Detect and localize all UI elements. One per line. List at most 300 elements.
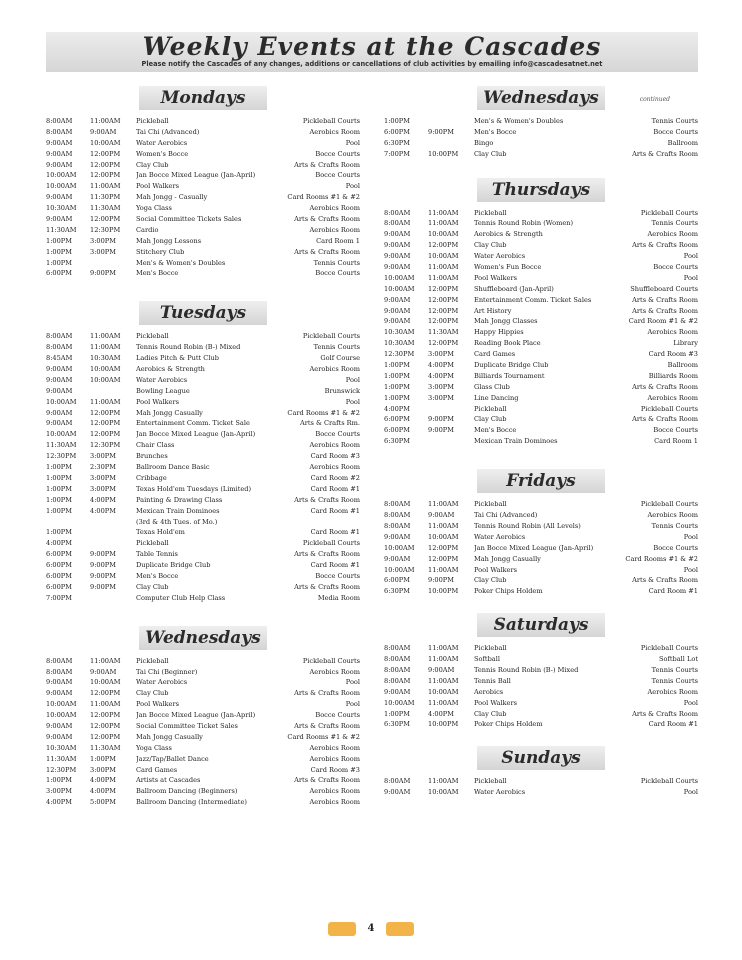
event-end-time: 4:00PM: [90, 787, 116, 796]
event-row: [384, 273, 698, 284]
event-location: Arts & Crafts Room: [632, 149, 698, 158]
event-end-time: 12:00PM: [428, 317, 459, 326]
event-row: [46, 517, 360, 528]
event-end-time: 11:30AM: [428, 328, 459, 337]
event-location: Arts & Crafts Room: [294, 247, 360, 256]
event-end-time: 11:30AM: [90, 743, 121, 752]
event-end-time: 4:00PM: [90, 776, 116, 785]
event-row: [384, 654, 698, 665]
event-start-time: 9:00AM: [46, 149, 73, 158]
event-name: Aerobics: [474, 687, 504, 696]
event-start-time: 8:00AM: [384, 521, 411, 530]
event-row: [46, 149, 360, 160]
event-start-time: 8:00AM: [384, 655, 411, 664]
event-location: Card Rooms #1 & #2: [287, 408, 360, 417]
event-start-time: 11:30AM: [46, 754, 77, 763]
event-start-time: 9:00AM: [384, 252, 411, 261]
event-start-time: 12:30PM: [46, 765, 77, 774]
event-row: [46, 484, 360, 495]
event-start-time: 6:00PM: [384, 576, 410, 585]
event-name: Pickleball: [136, 117, 169, 125]
event-row: [46, 203, 360, 214]
event-location: Pickleball Courts: [302, 117, 360, 125]
event-name: Mah Jongg - Casually: [136, 193, 208, 202]
event-end-time: 9:00PM: [90, 550, 116, 559]
event-location: Tennis Courts: [651, 676, 698, 685]
event-row: [46, 754, 360, 765]
event-name: Women's Fun Bocce: [474, 263, 542, 272]
event-name: Duplicate Bridge Club: [474, 361, 549, 370]
event-row: [46, 331, 360, 342]
event-name: Pickleball: [474, 644, 507, 653]
event-row: [46, 656, 360, 667]
event-end-time: 5:00PM: [90, 798, 116, 807]
event-row: [46, 258, 360, 269]
event-end-time: 10:00AM: [428, 788, 459, 797]
event-start-time: 9:00AM: [384, 295, 411, 304]
event-location: Pool: [683, 565, 698, 574]
event-name: Men's Bocce: [474, 426, 517, 435]
event-row: [46, 732, 360, 743]
event-start-time: 8:00AM: [46, 656, 73, 665]
event-location: Tennis Courts: [651, 521, 698, 530]
event-location: Aerobics Room: [309, 463, 360, 472]
event-start-time: 7:00PM: [46, 593, 72, 602]
event-location: Pickleball Courts: [640, 208, 698, 217]
event-location: Arts & Crafts Room: [632, 241, 698, 250]
event-location: Pickleball Courts: [640, 500, 698, 509]
event-row: [46, 342, 360, 353]
event-start-time: 6:00PM: [46, 561, 72, 570]
day-heading: [139, 301, 267, 325]
event-start-time: 6:00PM: [384, 415, 410, 424]
event-location: Arts & Crafts Room: [294, 550, 360, 559]
event-location: Pool: [345, 678, 360, 687]
left-column: [46, 86, 360, 808]
event-location: Pool: [345, 182, 360, 191]
event-start-time: 9:00AM: [384, 317, 411, 326]
event-row: [46, 214, 360, 225]
event-location: Arts & Crafts Room: [632, 576, 698, 585]
event-end-time: 10:00AM: [90, 678, 121, 687]
event-end-time: 3:00PM: [90, 236, 116, 245]
event-start-time: 12:30PM: [384, 350, 415, 359]
event-name: Cribbage: [136, 473, 167, 482]
day-heading: [477, 613, 605, 637]
event-location: Aerobics Room: [309, 441, 360, 450]
event-end-time: 11:00AM: [90, 343, 121, 352]
day-section-wednesdays: [46, 626, 360, 808]
event-location: Pickleball Courts: [302, 332, 360, 341]
event-name: Card Games: [136, 765, 178, 774]
event-row: [384, 149, 698, 160]
event-location: Card Room #2: [310, 473, 360, 482]
event-location: Arts & Crafts Room: [294, 582, 360, 591]
event-end-time: 1:00PM: [90, 754, 116, 763]
event-start-time: 9:00AM: [46, 408, 73, 417]
event-name: Line Dancing: [474, 393, 519, 402]
event-location: Card Room #1: [310, 506, 360, 515]
event-row: [46, 408, 360, 419]
event-start-time: 9:00AM: [46, 365, 73, 374]
event-start-time: 4:00PM: [46, 539, 72, 548]
event-location: Bocce Courts: [315, 430, 360, 439]
event-name: Entertainment Comm. Ticket Sales: [474, 295, 592, 304]
event-name: Poker Chips Holdem: [474, 587, 543, 596]
event-row: [46, 582, 360, 593]
event-row: [46, 138, 360, 149]
event-name: Pickleball: [136, 539, 169, 548]
day-heading-label: Sundays: [501, 748, 581, 769]
event-location: Softball Lot: [658, 655, 698, 664]
event-name: Water Aerobics: [136, 678, 188, 687]
event-location: Pool: [683, 273, 698, 282]
event-location: Arts & Crafts Room: [294, 776, 360, 785]
day-heading: [477, 86, 605, 110]
event-row: [384, 554, 698, 565]
event-start-time: 10:30AM: [46, 743, 77, 752]
event-start-time: 9:00AM: [384, 554, 411, 563]
event-end-time: 9:00PM: [428, 576, 454, 585]
day-heading-label: Mondays: [160, 88, 246, 108]
event-name: Art History: [474, 306, 512, 315]
event-end-time: 9:00PM: [428, 426, 454, 435]
event-location: Aerobics Room: [647, 393, 698, 402]
event-row: [384, 676, 698, 687]
event-name: Brunches: [136, 452, 168, 461]
event-row: [384, 787, 698, 798]
event-start-time: 6:00PM: [384, 127, 410, 136]
event-end-time: 10:00AM: [428, 532, 459, 541]
event-start-time: 9:00AM: [384, 532, 411, 541]
event-end-time: 11:00AM: [428, 521, 459, 530]
event-name: Water Aerobics: [136, 375, 188, 384]
event-name: Women's Bocce: [136, 149, 189, 158]
event-row: [46, 462, 360, 473]
event-row: [46, 364, 360, 375]
event-end-time: 11:00AM: [428, 644, 459, 653]
event-end-time: 11:30AM: [90, 204, 121, 213]
event-row: [384, 719, 698, 730]
day-heading-label: Fridays: [506, 471, 576, 492]
event-location: Aerobics Room: [647, 511, 698, 520]
event-start-time: 8:00AM: [46, 343, 73, 352]
page-subtitle: Please notify the Cascades of any changes, additions or cancellations of club activities by emailing info@cascadesatnet.net: [141, 60, 603, 68]
event-start-time: 10:30AM: [384, 339, 415, 348]
event-start-time: 9:00AM: [46, 419, 73, 428]
event-end-time: 10:00PM: [428, 149, 459, 158]
event-row: [384, 349, 698, 360]
event-start-time: 10:30AM: [384, 328, 415, 337]
event-row: [46, 473, 360, 484]
event-location: Arts & Crafts Room: [294, 689, 360, 698]
event-start-time: 6:30PM: [384, 138, 410, 147]
event-row: [384, 284, 698, 295]
event-start-time: 11:30AM: [46, 225, 77, 234]
event-location: Tennis Courts: [651, 219, 698, 228]
day-section-wednesdays: [384, 86, 698, 160]
event-end-time: 10:00AM: [428, 687, 459, 696]
event-location: Card Room #1: [310, 528, 360, 537]
event-start-time: 6:30PM: [384, 587, 410, 596]
event-end-time: 3:00PM: [90, 473, 116, 482]
event-location: Card Room #1: [648, 720, 698, 729]
event-location: Bocce Courts: [315, 149, 360, 158]
event-name: Mah Jongg Casually: [136, 408, 203, 417]
event-location: Card Room #1: [648, 587, 698, 596]
event-start-time: 1:00PM: [384, 393, 410, 402]
event-name: Clay Club: [474, 415, 507, 424]
right-column: [384, 86, 698, 798]
event-start-time: 1:00PM: [46, 463, 72, 472]
event-end-time: 11:00AM: [428, 219, 459, 228]
event-name: Painting & Drawing Class: [136, 495, 223, 504]
event-row: [384, 262, 698, 273]
event-start-time: 8:00AM: [384, 644, 411, 653]
event-row: [384, 360, 698, 371]
event-location: Bocce Courts: [653, 426, 698, 435]
event-name: Men's & Women's Doubles: [136, 258, 226, 267]
event-row: [384, 436, 698, 447]
event-end-time: 12:00PM: [90, 689, 121, 698]
event-row: [46, 538, 360, 549]
event-start-time: 8:00AM: [384, 777, 411, 786]
event-end-time: 12:00PM: [428, 295, 459, 304]
event-end-time: 12:00PM: [90, 149, 121, 158]
event-location: Arts & Crafts Room: [294, 721, 360, 730]
event-row: [384, 240, 698, 251]
event-row: [384, 229, 698, 240]
next-page-tab[interactable]: [386, 922, 414, 936]
event-start-time: 6:30PM: [384, 437, 410, 446]
event-location: Library: [673, 339, 698, 348]
event-end-time: 3:00PM: [90, 247, 116, 256]
event-location: Card Room #3: [310, 452, 360, 461]
event-name: Clay Club: [136, 160, 169, 169]
event-row: [384, 138, 698, 149]
event-row: [384, 393, 698, 404]
event-name: Bingo: [474, 138, 494, 147]
event-location: Aerobics Room: [647, 230, 698, 239]
event-row: [384, 208, 698, 219]
event-end-time: 12:00PM: [90, 419, 121, 428]
event-name: Computer Club Help Class: [136, 593, 226, 602]
event-end-time: 12:00PM: [428, 284, 459, 293]
event-location: Aerobics Room: [309, 754, 360, 763]
event-end-time: 11:00AM: [428, 698, 459, 707]
event-end-time: 9:00PM: [90, 561, 116, 570]
event-row: [46, 560, 360, 571]
event-start-time: 6:00PM: [46, 550, 72, 559]
event-start-time: 10:00AM: [384, 273, 415, 282]
event-row: [384, 371, 698, 382]
event-end-time: 11:00AM: [90, 700, 121, 709]
event-row: [384, 665, 698, 676]
event-start-time: 1:00PM: [46, 258, 72, 267]
event-row: [384, 414, 698, 425]
event-name: Water Aerobics: [474, 532, 526, 541]
event-start-time: 8:00AM: [384, 676, 411, 685]
event-location: Tennis Courts: [651, 665, 698, 674]
event-name: Pool Walkers: [136, 397, 179, 406]
event-location: Arts & Crafts Room: [632, 295, 698, 304]
event-row: [46, 268, 360, 279]
event-end-time: 10:00PM: [428, 720, 459, 729]
event-row: [384, 776, 698, 787]
day-heading-label: Wednesdays: [483, 88, 599, 108]
event-location: Pickleball Courts: [302, 539, 360, 548]
event-end-time: 12:00PM: [428, 241, 459, 250]
event-row: [46, 667, 360, 678]
day-section-fridays: [384, 469, 698, 597]
event-end-time: 11:00AM: [428, 565, 459, 574]
day-section-tuesdays: [46, 301, 360, 603]
event-end-time: 10:00PM: [428, 587, 459, 596]
event-start-time: 10:00AM: [384, 565, 415, 574]
page-title: Weekly Events at the Cascades: [142, 32, 602, 61]
event-start-time: 9:00AM: [384, 241, 411, 250]
event-row: [384, 510, 698, 521]
event-start-time: 10:00AM: [46, 397, 77, 406]
event-end-time: 10:30AM: [90, 354, 121, 363]
event-end-time: 11:00AM: [90, 656, 121, 665]
event-end-time: 9:00PM: [90, 571, 116, 580]
day-heading-label: Wednesdays: [145, 627, 261, 648]
event-location: Pickleball Courts: [302, 656, 360, 665]
event-name: Clay Club: [474, 709, 507, 718]
event-start-time: 8:00AM: [384, 500, 411, 509]
event-name: Water Aerobics: [474, 788, 526, 797]
event-end-time: 12:30PM: [90, 225, 121, 234]
event-end-time: 9:00PM: [428, 127, 454, 136]
event-start-time: 9:00AM: [46, 160, 73, 169]
event-row: [46, 765, 360, 776]
page-number: 4: [367, 923, 375, 934]
event-row: [46, 786, 360, 797]
event-name: Clay Club: [136, 582, 169, 591]
event-name: Poker Chips Holdem: [474, 720, 543, 729]
event-location: Aerobics Room: [309, 365, 360, 374]
event-end-time: 9:00AM: [428, 511, 455, 520]
event-name: Social Committee Tickets Sales: [136, 215, 242, 224]
event-end-time: 2:30PM: [90, 463, 116, 472]
event-end-time: 11:00AM: [428, 676, 459, 685]
event-end-time: 4:00PM: [428, 361, 454, 370]
header-banner: [46, 32, 698, 72]
event-location: Bocce Courts: [653, 543, 698, 552]
event-location: Billiards Room: [648, 371, 698, 380]
event-name: Reading Book Place: [474, 339, 541, 348]
event-location: Bocce Courts: [315, 571, 360, 580]
event-end-time: 3:00PM: [90, 765, 116, 774]
event-start-time: 1:00PM: [46, 506, 72, 515]
event-name: Water Aerobics: [136, 138, 188, 147]
event-name: Tennis Round Robin (Women): [474, 219, 574, 228]
event-start-time: 1:00PM: [46, 776, 72, 785]
event-start-time: 7:00PM: [384, 149, 410, 158]
event-name: Jan Bocce Mixed League (Jan-April): [474, 543, 594, 552]
event-location: Pool: [345, 138, 360, 147]
event-name: Ballroom Dance Basic: [136, 463, 210, 472]
event-start-time: 8:00AM: [384, 208, 411, 217]
event-row: [384, 306, 698, 317]
event-name: Pool Walkers: [474, 273, 517, 282]
event-row: [384, 251, 698, 262]
event-end-time: 10:00AM: [428, 252, 459, 261]
event-name: Pickleball: [136, 332, 169, 341]
event-location: Ballroom: [667, 361, 698, 370]
event-name: Softball: [474, 655, 500, 664]
event-name: (3rd & 4th Tues. of Mo.): [136, 517, 218, 526]
event-name: Jan Bocce Mixed League (Jan-April): [136, 430, 256, 439]
event-name: Tennis Round Robin (All Levels): [474, 521, 581, 530]
event-row: [46, 160, 360, 171]
event-name: Water Aerobics: [474, 252, 526, 261]
event-location: Arts & Crafts Room: [632, 306, 698, 315]
event-location: Aerobics Room: [647, 328, 698, 337]
event-name: Texas Hold'em: [136, 528, 185, 537]
event-row: [46, 593, 360, 604]
event-name: Clay Club: [474, 241, 507, 250]
event-end-time: 11:00AM: [90, 397, 121, 406]
event-row: [46, 127, 360, 138]
event-name: Pickleball: [136, 656, 169, 665]
event-start-time: 1:00PM: [46, 484, 72, 493]
event-name: Pool Walkers: [474, 698, 517, 707]
event-row: [46, 181, 360, 192]
event-location: Aerobics Room: [309, 667, 360, 676]
event-name: Texas Hold'em Tuesdays (Limited): [136, 484, 252, 493]
event-location: Arts & Crafts Room: [294, 215, 360, 224]
event-name: Table Tennis: [136, 550, 178, 559]
event-start-time: 4:00PM: [384, 404, 410, 413]
event-row: [384, 127, 698, 138]
event-start-time: 1:00PM: [384, 361, 410, 370]
event-start-time: 10:30AM: [46, 204, 77, 213]
event-location: Arts & Crafts Room: [632, 415, 698, 424]
event-row: [46, 797, 360, 808]
event-name: Clay Club: [474, 149, 507, 158]
event-row: [384, 327, 698, 338]
event-end-time: 10:00AM: [428, 230, 459, 239]
day-section-mondays: [46, 86, 360, 279]
event-location: Pool: [683, 698, 698, 707]
event-name: Cardio: [136, 225, 159, 234]
event-end-time: 3:00PM: [90, 484, 116, 493]
event-end-time: 12:00PM: [90, 721, 121, 730]
event-name: Tai Chi (Beginner): [136, 667, 198, 676]
event-end-time: 4:00PM: [90, 495, 116, 504]
event-row: [384, 316, 698, 327]
event-name: Card Games: [474, 350, 516, 359]
event-row: [384, 382, 698, 393]
event-start-time: 6:00PM: [46, 269, 72, 278]
day-heading: [139, 626, 267, 650]
event-location: Aerobics Room: [309, 225, 360, 234]
event-name: Mah Jongg Casually: [474, 554, 541, 563]
event-row: [384, 218, 698, 229]
event-start-time: 8:00AM: [384, 511, 411, 520]
event-location: Pool: [345, 397, 360, 406]
event-start-time: 9:00AM: [384, 263, 411, 272]
day-heading-label: Saturdays: [493, 615, 589, 636]
event-start-time: 6:00PM: [46, 582, 72, 591]
event-end-time: 12:00PM: [90, 408, 121, 417]
event-row: [384, 499, 698, 510]
event-location: Arts & Crafts Room: [632, 382, 698, 391]
event-row: [384, 521, 698, 532]
prev-page-tab[interactable]: [328, 922, 356, 936]
